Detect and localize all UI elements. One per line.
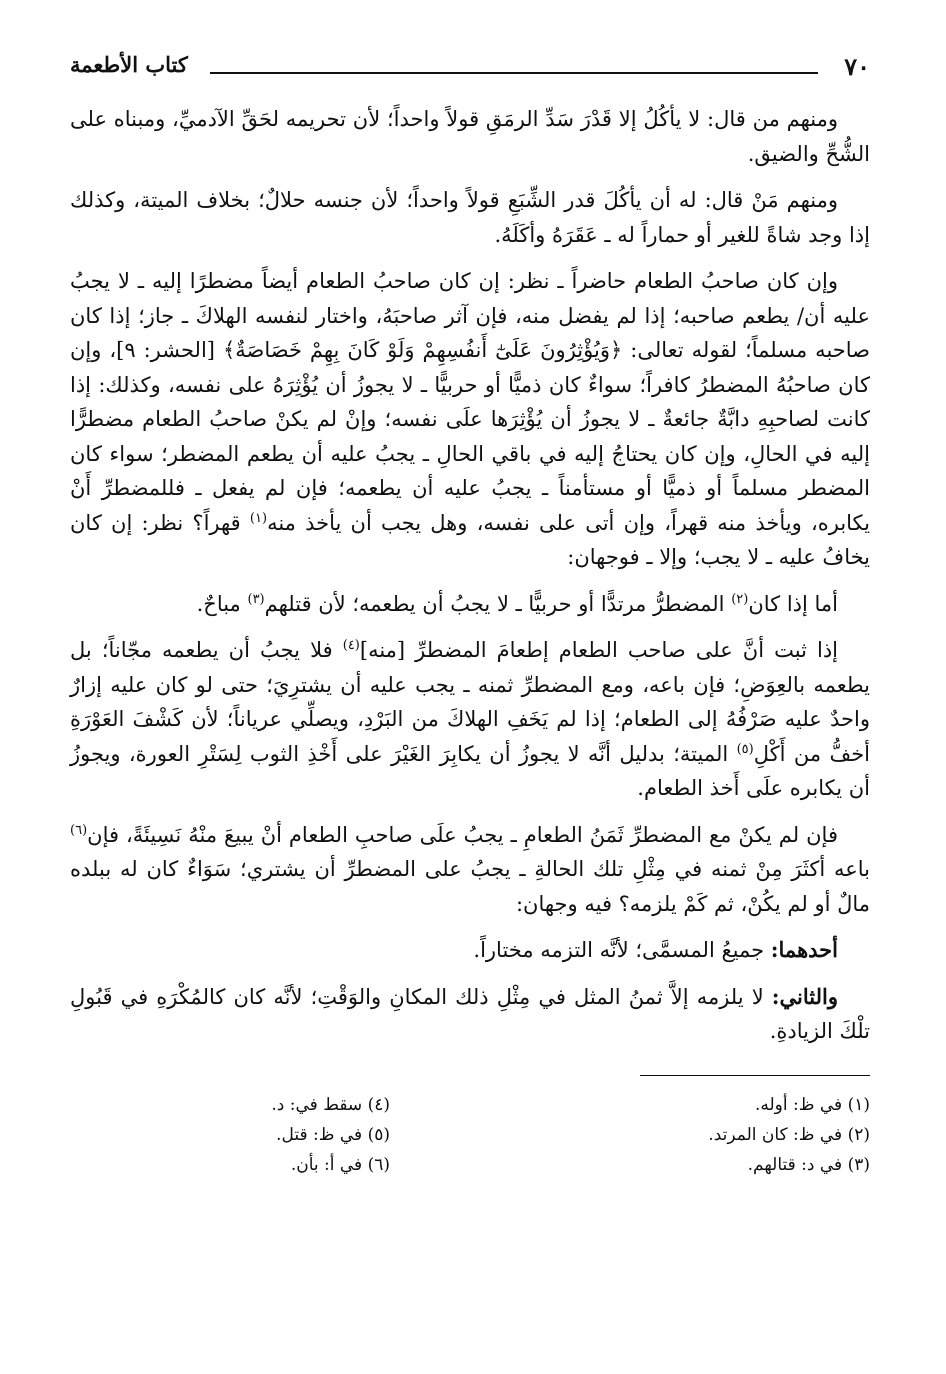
paragraph-5 — [70, 633, 870, 806]
paragraph-text: جميعُ المسمَّى؛ لأنَّه التزمه مختاراً. — [473, 938, 771, 962]
paragraph-text-middle: فلا يجبُ أن يطعمه مجّاناً؛ بل يطعمه بالعِوَضِ؛ فإن باعه، ومع المضطرِّ ثمنه ـ يجب عليه أن يشترِيَ؛ حتى لو كان عليه إزارٌ واحدٌ عليه صَرْفُهُ إلى الطعام؛ إذا لم يَخَفِ الهلاكَ من البَرْدِ، ويصلِّي عرياناً؛ لأن كَشْفَ العَوْرَةِ أخفُّ من أَكْلِ — [70, 638, 871, 766]
footnotes — [70, 1090, 870, 1180]
page-number: ٧٠ — [844, 52, 870, 81]
paragraph-2 — [70, 183, 870, 252]
footnote-5: (٥) في ظ: قتل. — [276, 1124, 390, 1145]
footnotes-left-column — [70, 1090, 390, 1180]
footnote-ref-1: (١) — [249, 510, 268, 526]
paragraph-1 — [70, 102, 870, 171]
paragraph-lead: أحدهما: — [770, 937, 838, 962]
footnotes-right-column — [490, 1090, 870, 1180]
paragraph-text-tail: باعه أكثَرَ مِنْ ثمنه في مِثْلِ تلك الحالةِ ـ يجبُ على المضطرِّ أن يشتري؛ سَوَاءٌ كان له ببلده مالٌ أو لم يكُنْ، ثم كَمْ يلزمه؟ فيه وجهان: — [70, 857, 870, 916]
footnote-1: (١) في ظ: أوله. — [754, 1094, 870, 1115]
paragraph-text: ومنهم من قال: لا يأكُلُ إلا قَدْرَ سَدِّ الرمَقِ قولاً واحداً؛ لأن تحريمه لحَقِّ الآدميِّ، ومبناه على الشُّحِّ والضيق. — [70, 107, 870, 166]
footnote-4: (٤) سقط في: د. — [271, 1094, 390, 1115]
footnote-ref-4: (٤) — [342, 638, 360, 653]
footnote-ref-5: (٥) — [736, 741, 754, 757]
paragraph-7 — [70, 933, 870, 968]
paragraph-text: لا يلزمه إلاَّ ثمنُ المثل في مِثْلِ ذلك المكانِ والوَقْتِ؛ لأنَّه كان كالمُكْرَهِ في قَبُولِ تلْكَ الزيادةِ. — [70, 984, 870, 1043]
footnote-2: (٢) في ظ: كان المرتد. — [708, 1124, 870, 1145]
paragraph-4 — [70, 587, 870, 622]
paragraph-8 — [70, 980, 870, 1049]
paragraph-text: فإن لم يكنْ مع المضطرِّ ثَمَنُ الطعامِ ـ يجبُ علَى صاحبِ الطعام أنْ يبيعَ منْهُ نَسِيئَةً، فإن — [87, 822, 838, 847]
paragraph-lead: والثاني: — [771, 983, 838, 1009]
paragraph-6 — [70, 818, 870, 922]
paragraph-text-tail: الميتة؛ بدليل أنَّه لا يجوزُ أن يكابِرَ الغَيْرَ على أَخْذِ الثوب لِسَتْرِ العورة، ويجوزُ أن يكابره علَى أَخذ الطعام. — [70, 741, 870, 800]
paragraph-text: أما إذا كان — [748, 591, 838, 616]
footnote-ref-6: (٦) — [70, 822, 88, 838]
book-page — [70, 48, 870, 1180]
footnote-3: (٣) في د: قتالهم. — [747, 1154, 870, 1175]
book-title: كتاب الأطعمة — [70, 52, 188, 77]
footnote-ref-3: (٣) — [247, 591, 265, 607]
paragraph-text-middle: المضطرُّ مرتدًّا أو حربيًّا ـ لا يجبُ أن يطعمه؛ لأن قتلهم — [264, 591, 732, 616]
paragraph-text: إذا ثبت أنَّ على صاحب الطعام إطعامَ المضطرِّ [منه] — [359, 638, 839, 662]
paragraph-text: وإن كان صاحبُ الطعام حاضراً ـ نظر: إن كان صاحبُ الطعام أيضاً مضطرًا إليه ـ لا يجبُ عليه أن/ يطعم صاحبه؛ إذا لم يفضل منه، فإن آثر صاحبَهُ، واختار لنفسه الهلاكَ ـ جاز؛ إذا كان صاحبه مسلماً؛ لقوله تعالى: ﴿وَيُؤْثِرُونَ عَلَىٰٓ أَنفُسِهِمْ وَلَوْ كَانَ بِهِمْ خَصَاصَةٌ﴾ [الحشر: ٩]، وإن كان صاحبُهُ المضطرُ كافراً؛ سواءٌ كان ذميًّا أو حربيًّا ـ لا يجوزُ أن يُؤْثِرَهُ على نفسه، وكذلك: إذا كانت لصاحبِهِ دابَّةٌ جائعةٌ ـ لا يجوزُ أن يُؤْثِرَها علَى نفسه؛ وإنْ لم يكنْ صاحبُ الطعام مضطرًّا إليه في الحالِ، وإن كان يحتاجُ إليه في باقي الحالِ ـ يجبُ عليه أن يطعم المضطر؛ سواء كان المضطر مسلماً أو ذميًّا أو مستأمناً ـ يجبُ عليه أن يطعمه؛ فإن لم يفعل ـ فللمضطرِّ أَنْ يكابره، ويأخذ منه قهراً، وإن أتى على نفسه، وهل يجب أن يأخذ منه — [70, 269, 871, 535]
body-text — [70, 102, 870, 1049]
paragraph-text-tail: قهراً؟ نظر: إن كان يخافُ عليه ـ لا يجب؛ وإلا ـ فوجهان: — [70, 510, 870, 569]
paragraph-text-tail: مباحٌ. — [196, 591, 248, 616]
footnote-ref-2: (٢) — [731, 591, 749, 607]
footnote-rule — [640, 1075, 870, 1076]
running-header — [70, 48, 870, 88]
paragraph-text: ومنهم مَنْ قال: له أن يأكُلَ قدر الشِّبَعِ قولاً واحداً؛ لأن جنسه حلالٌ؛ بخلاف الميتة، وكذلك إذا وجد شاةً للغير أو حماراً له ـ عَقَرَهُ وأكَلَهُ. — [70, 188, 870, 247]
header-rule — [210, 72, 818, 74]
paragraph-3 — [70, 264, 870, 575]
footnote-6: (٦) في أ: بأن. — [290, 1154, 390, 1175]
